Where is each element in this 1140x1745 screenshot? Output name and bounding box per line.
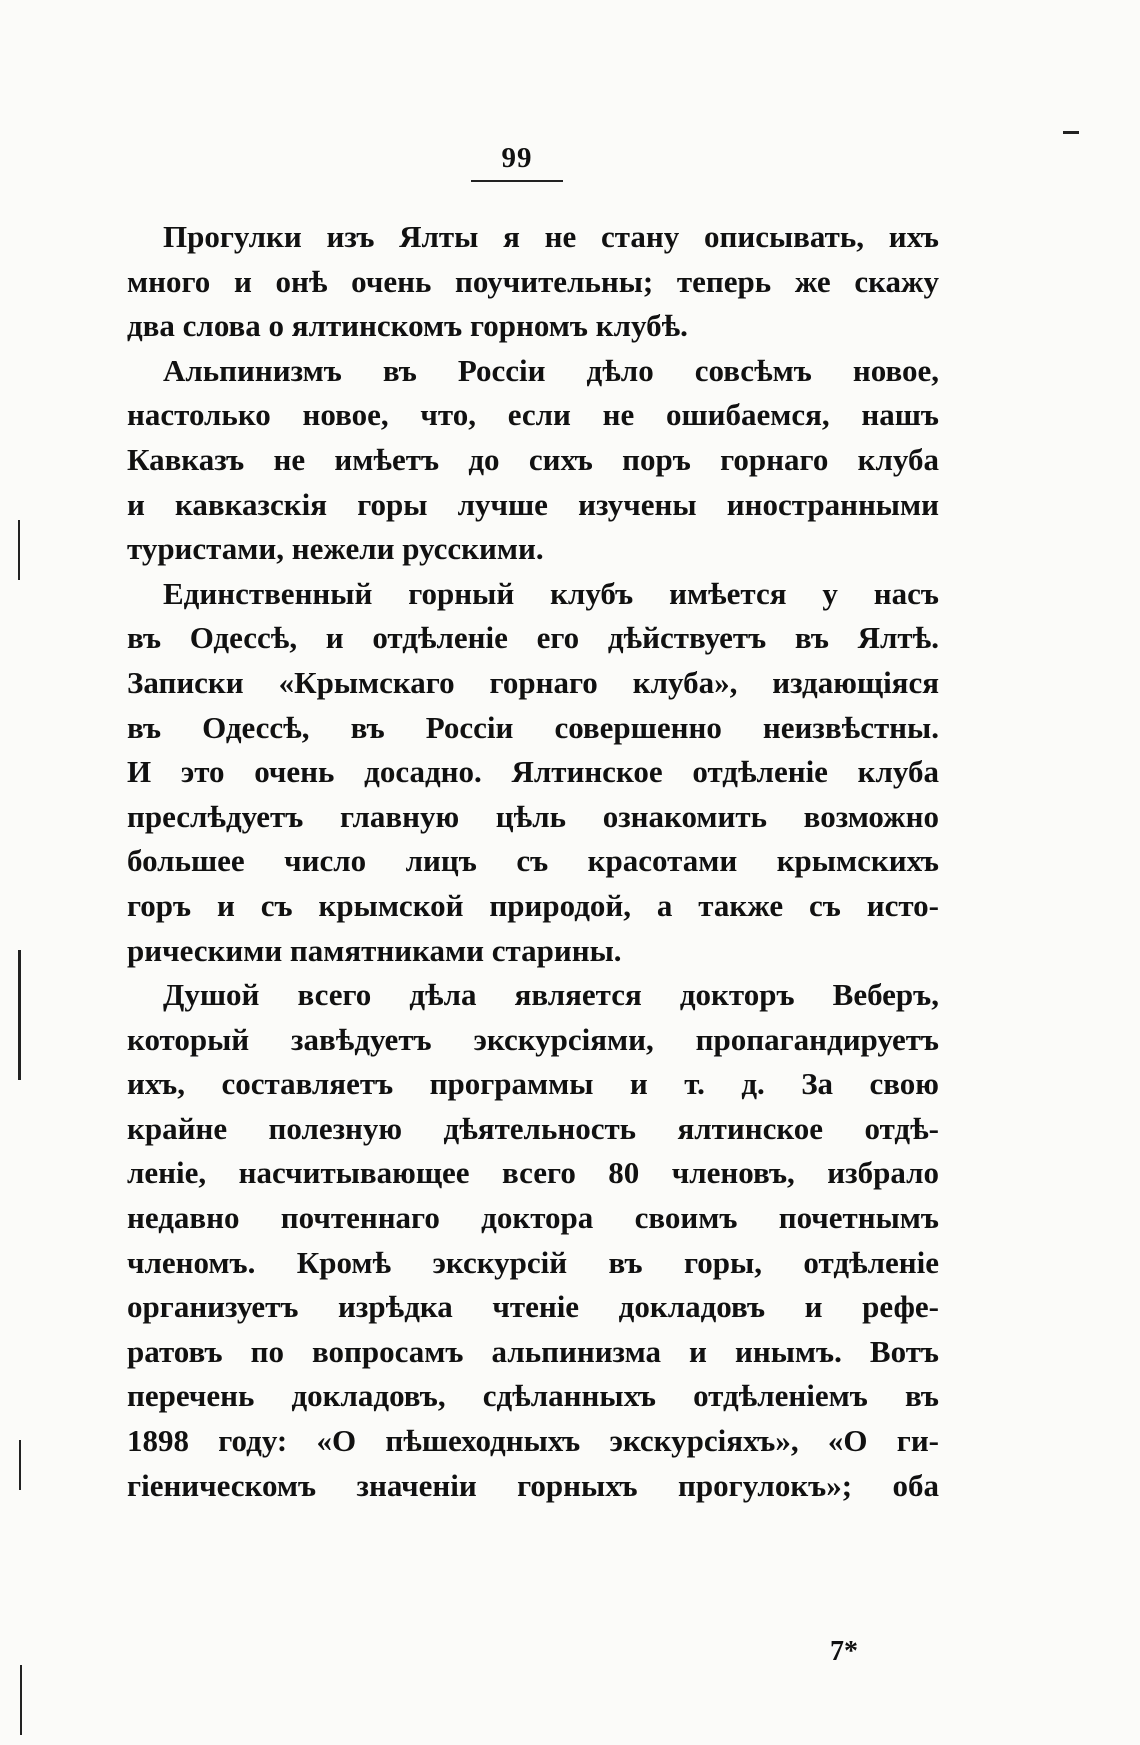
- text-line: рическими памятниками старины.: [127, 932, 622, 968]
- paragraph: [127, 215, 939, 349]
- text-line: Кавказъ не имѣетъ до сихъ поръ горнаго клуба: [127, 441, 939, 477]
- paragraph: [127, 973, 939, 1508]
- text-line: туристами, нежели русскими.: [127, 531, 544, 567]
- text-line: горъ и съ крымской природой, а также съ исто-: [127, 887, 939, 923]
- text-line: Единственный горный клубъ имѣется у насъ: [163, 575, 939, 611]
- page-number-rule: [471, 180, 563, 182]
- text-line: много и онѣ очень поучительны; теперь же скажу: [127, 263, 939, 299]
- body-text: [127, 215, 939, 1508]
- text-line: леніе, насчитывающее всего 80 членовъ, избрало: [127, 1155, 939, 1191]
- text-line: недавно почтеннаго доктора своимъ почетнымъ: [127, 1200, 939, 1236]
- scan-margin-mark: [18, 520, 20, 580]
- text-line: настолько новое, что, если не ошибаемся, нашъ: [127, 397, 939, 433]
- paragraph: [127, 572, 939, 973]
- text-line: Прогулки изъ Ялты я не стану описывать, ихъ: [163, 219, 939, 254]
- text-line: крайне полезную дѣятельность ялтинское отдѣ-: [127, 1110, 939, 1146]
- text-line: И это очень досадно. Ялтинское отдѣленіе клуба: [127, 754, 939, 790]
- text-line: гіеническомъ значеніи горныхъ прогулокъ»; оба: [127, 1467, 939, 1503]
- text-line: большее число лицъ съ красотами крымскихъ: [127, 843, 939, 879]
- text-line: Душой всего дѣла является докторъ Веберъ,: [163, 977, 939, 1013]
- text-line: ихъ, составляетъ программы и т. д. За свою: [127, 1066, 939, 1102]
- text-line: ратовъ по вопросамъ альпинизма и инымъ. Вотъ: [127, 1333, 939, 1369]
- text-line: преслѣдуетъ главную цѣль ознакомить возможно: [127, 798, 939, 834]
- text-line: членомъ. Кромѣ экскурсій въ горы, отдѣленіе: [127, 1244, 939, 1280]
- scan-margin-mark: [18, 950, 21, 1080]
- page-number: 99: [501, 142, 533, 174]
- text-line: Записки «Крымскаго горнаго клуба», издающіяся: [127, 664, 939, 700]
- paragraph: [127, 349, 939, 572]
- printer-signature: 7*: [830, 1636, 858, 1667]
- text-line: организуетъ изрѣдка чтеніе докладовъ и рефе-: [127, 1289, 939, 1325]
- text-line: и кавказскія горы лучше изучены иностранными: [127, 486, 939, 522]
- text-line: перечень докладовъ, сдѣланныхъ отдѣленіемъ въ: [127, 1378, 939, 1414]
- text-line: Альпинизмъ въ Россіи дѣло совсѣмъ новое,: [163, 352, 939, 388]
- scan-margin-mark: [1063, 131, 1079, 134]
- text-line: въ Одессѣ, и отдѣленіе его дѣйствуетъ въ Ялтѣ.: [127, 620, 939, 656]
- scan-margin-mark: [20, 1665, 22, 1735]
- text-line: два слова о ялтинскомъ горномъ клубѣ.: [127, 308, 688, 344]
- text-line: 1898 году: «О пѣшеходныхъ экскурсіяхъ», «О ги-: [127, 1423, 939, 1459]
- text-line: въ Одессѣ, въ Россіи совершенно неизвѣстны.: [127, 709, 939, 745]
- scan-margin-mark: [19, 1440, 21, 1490]
- text-line: который завѣдуетъ экскурсіями, пропагандируетъ: [127, 1021, 939, 1057]
